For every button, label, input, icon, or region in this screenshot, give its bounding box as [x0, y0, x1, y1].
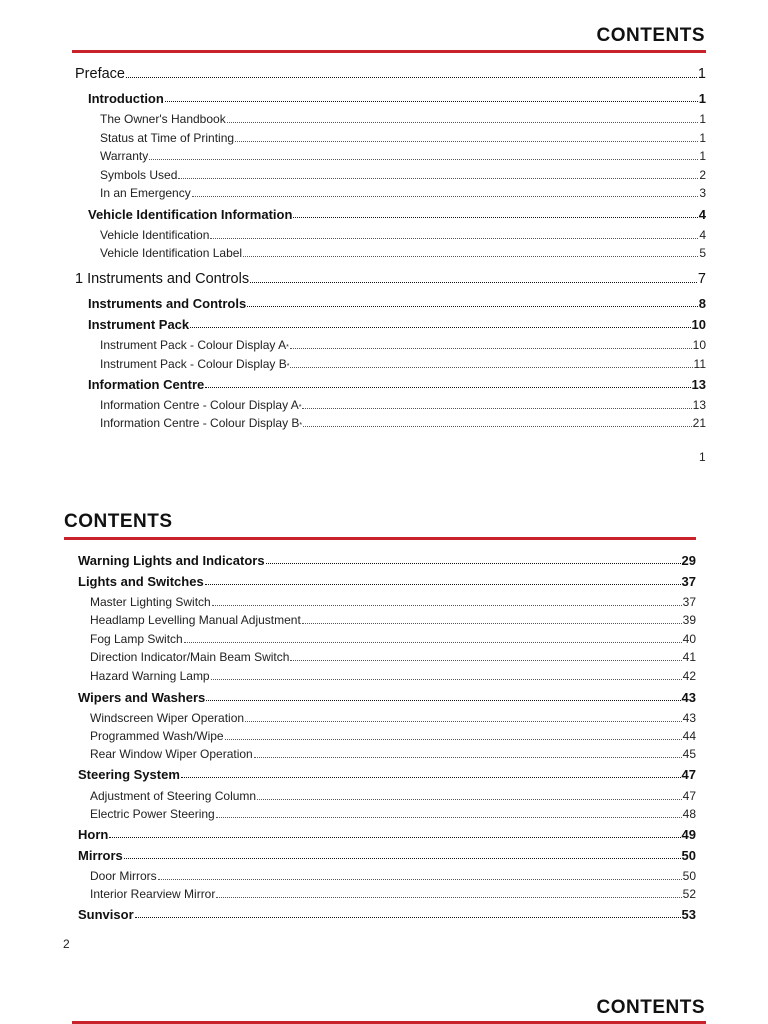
- toc-entry[interactable]: [100, 112, 706, 126]
- toc-entry-title: Warranty: [100, 149, 149, 163]
- page-2-title: CONTENTS: [64, 511, 173, 532]
- toc-entry-title: Vehicle Identification Information: [88, 207, 293, 222]
- toc-entry-page: 1: [697, 66, 706, 82]
- toc-leader-dots: [225, 738, 682, 740]
- toc-entry-page: 53: [681, 907, 696, 922]
- page-3-title: CONTENTS: [596, 997, 705, 1018]
- toc-leader-dots: [235, 140, 698, 142]
- toc-leader-dots: [184, 641, 682, 643]
- toc-entry-page: 41: [682, 650, 696, 664]
- toc-entry[interactable]: [78, 848, 696, 863]
- toc-entry-title: 1 Instruments and Controls: [75, 271, 250, 287]
- toc-entry[interactable]: [90, 729, 696, 743]
- toc-entry-title: Instruments and Controls: [88, 296, 247, 311]
- toc-entry-page: 50: [682, 869, 696, 883]
- toc-entry-page: 49: [681, 827, 696, 842]
- toc-leader-dots: [212, 604, 682, 606]
- toc-entry[interactable]: [90, 595, 696, 609]
- toc-entry-title: Door Mirrors: [90, 869, 157, 883]
- toc-entry-title: Lights and Switches: [78, 574, 204, 589]
- page-2-title-rule: [64, 537, 696, 540]
- toc-entry-title: Wipers and Washers: [78, 690, 206, 705]
- toc-entry-page: 39: [682, 613, 696, 627]
- toc-leader-dots: [247, 305, 698, 307]
- toc-entry-page: 11: [693, 357, 706, 371]
- toc-entry-page: 29: [681, 553, 696, 568]
- toc-entry-title: Preface: [75, 66, 125, 82]
- toc-entry[interactable]: [90, 711, 696, 725]
- toc-entry-page: 10: [691, 317, 706, 332]
- toc-entry[interactable]: [90, 669, 696, 683]
- toc-entry[interactable]: [90, 632, 696, 646]
- toc-leader-dots: [192, 195, 699, 197]
- toc-entry-title: Information Centre: [88, 377, 205, 392]
- toc-entry[interactable]: [100, 357, 706, 371]
- toc-entry-title: Information Centre - Colour Display A: [100, 398, 299, 412]
- toc-entry-page: 7: [697, 271, 706, 287]
- toc-leader-dots: [205, 583, 681, 585]
- toc-entry-page: 13: [692, 398, 706, 412]
- toc-entry-title: Vehicle Identification: [100, 228, 210, 242]
- toc-entry[interactable]: [90, 650, 696, 664]
- toc-entry-page: 4: [698, 207, 706, 222]
- toc-leader-dots: [165, 100, 698, 102]
- toc-leader-dots: [290, 659, 681, 661]
- toc-entry[interactable]: [90, 613, 696, 627]
- toc-entry[interactable]: [78, 907, 696, 922]
- toc-entry[interactable]: [75, 66, 706, 82]
- toc-entry[interactable]: [78, 690, 696, 705]
- toc-entry-title: Sunvisor: [78, 907, 134, 922]
- toc-leader-dots: [293, 216, 697, 218]
- toc-entry[interactable]: [88, 317, 706, 332]
- toc-entry[interactable]: [100, 228, 706, 242]
- toc-leader-dots: [303, 425, 691, 427]
- toc-entry-page: 1: [699, 131, 706, 145]
- toc-entry-footnote-mark: *: [286, 344, 289, 351]
- toc-entry-title: Programmed Wash/Wipe: [90, 729, 224, 743]
- toc-entry-title: Instrument Pack: [88, 317, 190, 332]
- toc-entry-page: 40: [682, 632, 696, 646]
- toc-entry-page: 42: [682, 669, 696, 683]
- toc-entry[interactable]: [78, 767, 696, 782]
- toc-entry-title: Information Centre - Colour Display B: [100, 416, 300, 430]
- toc-entry-page: 1: [699, 149, 706, 163]
- toc-entry[interactable]: [78, 574, 696, 589]
- toc-entry-title: Hazard Warning Lamp: [90, 669, 210, 683]
- toc-leader-dots: [149, 158, 698, 160]
- toc-entry-title: Direction Indicator/Main Beam Switch: [90, 650, 290, 664]
- toc-entry[interactable]: [100, 416, 706, 430]
- toc-entry-page: 3: [699, 186, 706, 200]
- toc-entry[interactable]: [100, 398, 706, 412]
- toc-leader-dots: [227, 121, 699, 123]
- toc-entry-title: Master Lighting Switch: [90, 595, 211, 609]
- toc-entry-title: Introduction: [88, 91, 164, 106]
- toc-entry-title: Steering System: [78, 767, 180, 782]
- toc-entry-page: 43: [681, 690, 696, 705]
- toc-leader-dots: [190, 326, 690, 328]
- toc-entry-page: 8: [698, 296, 706, 311]
- toc-entry-footnote-mark: *: [298, 404, 302, 411]
- toc-entry-footnote-mark: *: [299, 422, 303, 429]
- toc-entry-title: Symbols Used: [100, 168, 178, 182]
- toc-leader-dots: [126, 76, 697, 78]
- toc-leader-dots: [216, 816, 682, 818]
- toc-entry[interactable]: [90, 807, 696, 821]
- toc-entry-title: Interior Rearview Mirror: [90, 887, 216, 901]
- toc-leader-dots: [211, 678, 682, 680]
- toc-entry-title: Status at Time of Printing: [100, 131, 235, 145]
- toc-leader-dots: [254, 756, 682, 758]
- toc-entry[interactable]: [100, 131, 706, 145]
- toc-leader-dots: [109, 836, 680, 838]
- toc-leader-dots: [302, 407, 691, 409]
- toc-entry-page: 47: [681, 767, 696, 782]
- toc-entry-page: 1: [699, 112, 706, 126]
- toc-entry-page: 1: [698, 91, 706, 106]
- toc-leader-dots: [302, 622, 682, 624]
- toc-entry-title: Warning Lights and Indicators: [78, 553, 265, 568]
- toc-entry-title: The Owner's Handbook: [100, 112, 226, 126]
- toc-entry-page: 44: [682, 729, 696, 743]
- toc-entry-title: Vehicle Identification Label: [100, 246, 243, 260]
- page-1-title-rule: [72, 50, 706, 53]
- toc-entry-page: 5: [699, 246, 706, 260]
- toc-entry-title: Mirrors: [78, 848, 123, 863]
- toc-entry-page: 13: [691, 377, 706, 392]
- toc-entry-title: Electric Power Steering: [90, 807, 215, 821]
- toc-entry[interactable]: [78, 553, 696, 568]
- toc-leader-dots: [205, 386, 690, 388]
- page-1-title: CONTENTS: [596, 25, 705, 46]
- toc-entry-page: 52: [682, 887, 696, 901]
- toc-leader-dots: [266, 562, 681, 564]
- toc-entry[interactable]: [90, 747, 696, 761]
- toc-entry[interactable]: [90, 869, 696, 883]
- toc-entry[interactable]: [88, 296, 706, 311]
- toc-leader-dots: [124, 857, 681, 859]
- toc-entry-title: Headlamp Levelling Manual Adjustment: [90, 613, 301, 627]
- toc-entry-page: 50: [681, 848, 696, 863]
- toc-entry-title: Instrument Pack - Colour Display B: [100, 357, 287, 371]
- toc-entry[interactable]: [100, 246, 706, 260]
- toc-entry[interactable]: [78, 827, 696, 842]
- toc-entry-title: Rear Window Wiper Operation: [90, 747, 253, 761]
- toc-entry-footnote-mark: *: [286, 363, 290, 370]
- toc-leader-dots: [257, 798, 682, 800]
- toc-entry-page: 21: [692, 416, 706, 430]
- toc-entry[interactable]: [100, 186, 706, 200]
- toc-leader-dots: [290, 366, 692, 368]
- toc-entry-page: 45: [682, 747, 696, 761]
- toc-entry-title: In an Emergency: [100, 186, 191, 200]
- toc-entry-page: 47: [682, 789, 696, 803]
- page-2-number: 2: [63, 937, 70, 951]
- toc-entry[interactable]: [88, 377, 706, 392]
- toc-entry[interactable]: [75, 271, 706, 287]
- toc-entry-title: Windscreen Wiper Operation: [90, 711, 245, 725]
- toc-leader-dots: [243, 255, 698, 257]
- toc-entry-page: 10: [692, 338, 706, 352]
- toc-leader-dots: [216, 896, 681, 898]
- toc-entry[interactable]: [100, 338, 706, 352]
- toc-entry[interactable]: [88, 91, 706, 106]
- toc-leader-dots: [178, 177, 698, 179]
- toc-entry-page: 43: [682, 711, 696, 725]
- toc-leader-dots: [250, 281, 697, 283]
- page-1-number: 1: [699, 450, 706, 464]
- toc-entry-page: 2: [699, 168, 706, 182]
- toc-leader-dots: [210, 237, 698, 239]
- toc-entry[interactable]: [88, 207, 706, 222]
- toc-entry-page: 37: [682, 595, 696, 609]
- toc-leader-dots: [290, 347, 692, 349]
- toc-entry[interactable]: [100, 149, 706, 163]
- toc-entry-title: Instrument Pack - Colour Display A: [100, 338, 287, 352]
- toc-entry-page: 4: [699, 228, 706, 242]
- toc-entry-title: Horn: [78, 827, 109, 842]
- toc-entry-title: Adjustment of Steering Column: [90, 789, 257, 803]
- toc-entry[interactable]: [100, 168, 706, 182]
- toc-entry-title: Fog Lamp Switch: [90, 632, 183, 646]
- toc-leader-dots: [158, 878, 682, 880]
- toc-leader-dots: [181, 776, 681, 778]
- toc-leader-dots: [245, 720, 682, 722]
- toc-entry-page: 48: [682, 807, 696, 821]
- toc-leader-dots: [206, 699, 680, 701]
- toc-entry[interactable]: [90, 887, 696, 901]
- toc-entry-page: 37: [681, 574, 696, 589]
- toc-entry[interactable]: [90, 789, 696, 803]
- toc-leader-dots: [135, 916, 681, 918]
